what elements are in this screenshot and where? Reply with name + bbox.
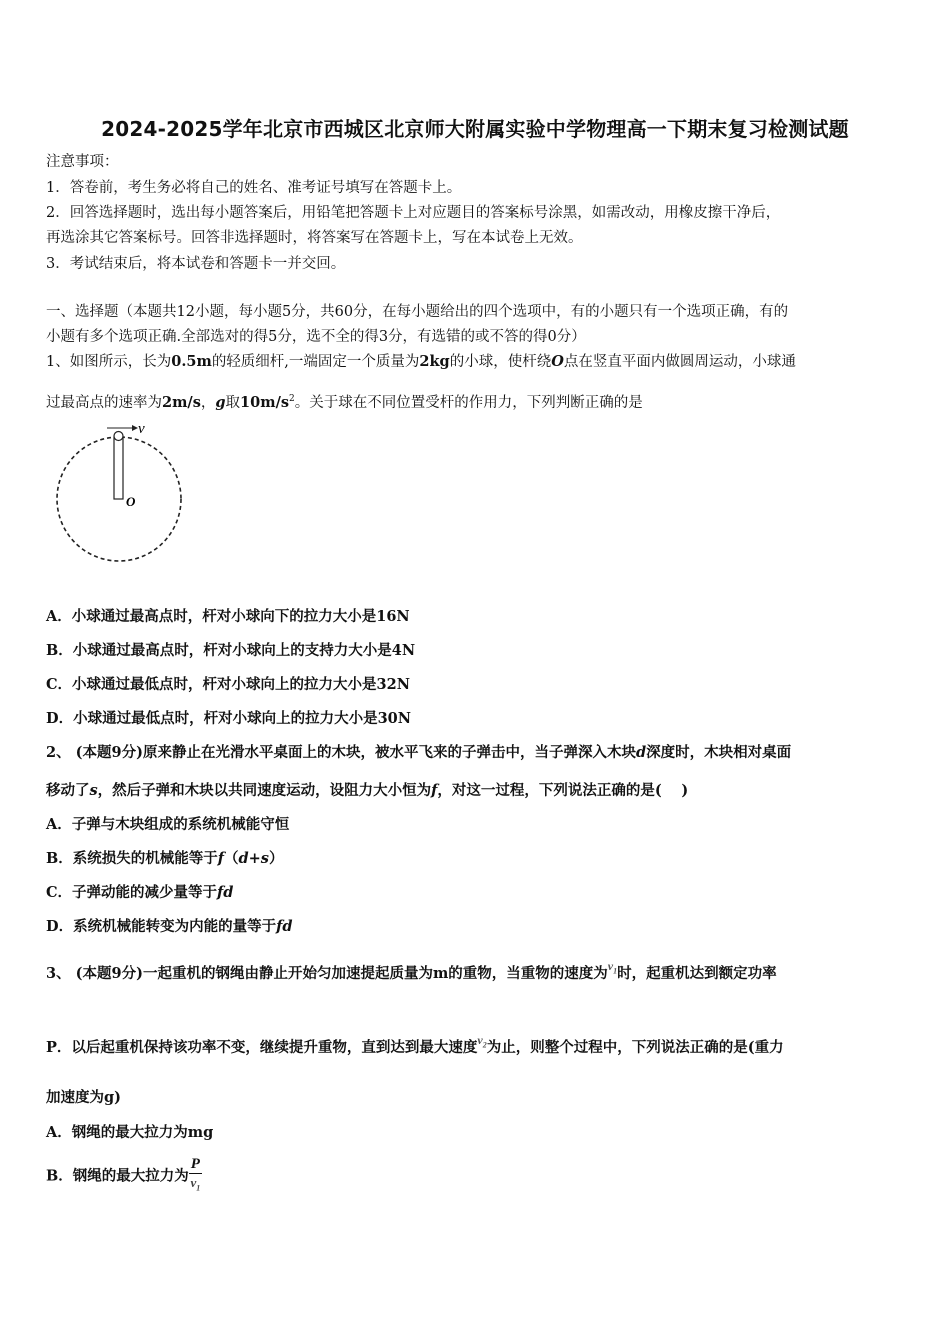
q3-option-a: A．钢绳的最大拉力为mg [46, 1124, 214, 1141]
q2-option-d: D．系统机械能转变为内能的量等于fd [46, 918, 293, 935]
q3-stem-line3: 加速度为g) [46, 1089, 121, 1106]
q1-figure-circular-motion [50, 418, 190, 568]
notice-item: 3．考试结束后，将本试卷和答题卡一并交回。 [46, 256, 346, 272]
notice-item: 1．答卷前，考生务必将自己的姓名、准考证号填写在答题卡上。 [46, 180, 462, 196]
q2-option-a: A．子弹与木块组成的系统机械能守恒 [46, 816, 290, 833]
velocity-label: v [138, 421, 145, 437]
notice-item: 2．回答选择题时，选出每小题答案后，用铅笔把答题卡上对应题目的答案标号涂黑，如需改动，用橡皮擦干净后， [46, 205, 781, 221]
notice-heading: 注意事项： [46, 154, 119, 170]
q3-stem-line2: P．以后起重机保持该功率不变，继续提升重物，直到达到最大速度$^{v_2}$为止，则整个过程中，下列说法正确的是(重力 [46, 1033, 784, 1056]
q3-stem-line1: 3、 (本题9分)一起重机的钢绳由静止开始匀加速提起质量为m的重物，当重物的速度为$^{v_1}$时，起重机达到额定功率 [46, 959, 777, 982]
page-title: 2024-2025学年北京市西城区北京师大附属实验中学物理高一下期末复习检测试题 [101, 117, 849, 141]
q1-option-c: C．小球通过最低点时，杆对小球向上的拉力大小是32N [46, 676, 410, 693]
q1-stem-line1: 1、如图所示，长为0.5m的轻质细杆,一端固定一个质量为2kg的小球，使杆绕O点在竖直平面内做圆周运动，小球通 [46, 353, 796, 370]
ball [114, 432, 123, 441]
q2-stem-line1: 2、 (本题9分)原来静止在光滑水平桌面上的木块，被水平飞来的子弹击中，当子弹深入木块d深度时，木块相对桌面 [46, 744, 792, 761]
section-instructions-line: 一、选择题（本题共12小题，每小题5分，共60分，在每小题给出的四个选项中，有的小题只有一个选项正确，有的 [46, 304, 789, 320]
q2-stem-line2: 移动了s，然后子弹和木块以共同速度运动，设阻力大小恒为f，对这一过程，下列说法正确的是( ) [46, 782, 689, 799]
notice-item: 再选涂其它答案标号。回答非选择题时，将答案写在答题卡上，写在本试卷上无效。 [46, 230, 583, 246]
q1-option-a: A．小球通过最高点时，杆对小球向下的拉力大小是16N [46, 608, 410, 625]
q2-option-c: C．子弹动能的减少量等于fd [46, 884, 234, 901]
section-instructions-line: 小题有多个选项正确.全部选对的得5分，选不全的得3分，有选错的或不答的得0分） [46, 329, 586, 345]
q2-option-b: B．系统损失的机械能等于f（d+s） [46, 850, 284, 867]
q1-stem-line2: 过最高点的速率为2m/s，g取$10m/s^2$。关于球在不同位置受杆的作用力，下列判断正确的是 [46, 393, 643, 411]
center-label: O [126, 494, 136, 509]
q3-option-b: B．钢绳的最大拉力为 $\frac{P}{v_1}$ [46, 1155, 908, 1198]
v1-symbol: v1 [607, 959, 618, 976]
v2-symbol: v2 [477, 1033, 487, 1050]
fraction-p-over-v1: $\frac{P}{v_1}$ [190, 1156, 201, 1193]
q1-option-b: B．小球通过最高点时，杆对小球向上的支持力大小是4N [46, 642, 416, 659]
rod [114, 437, 123, 499]
q1-option-d: D．小球通过最低点时，杆对小球向上的拉力大小是30N [46, 710, 412, 727]
